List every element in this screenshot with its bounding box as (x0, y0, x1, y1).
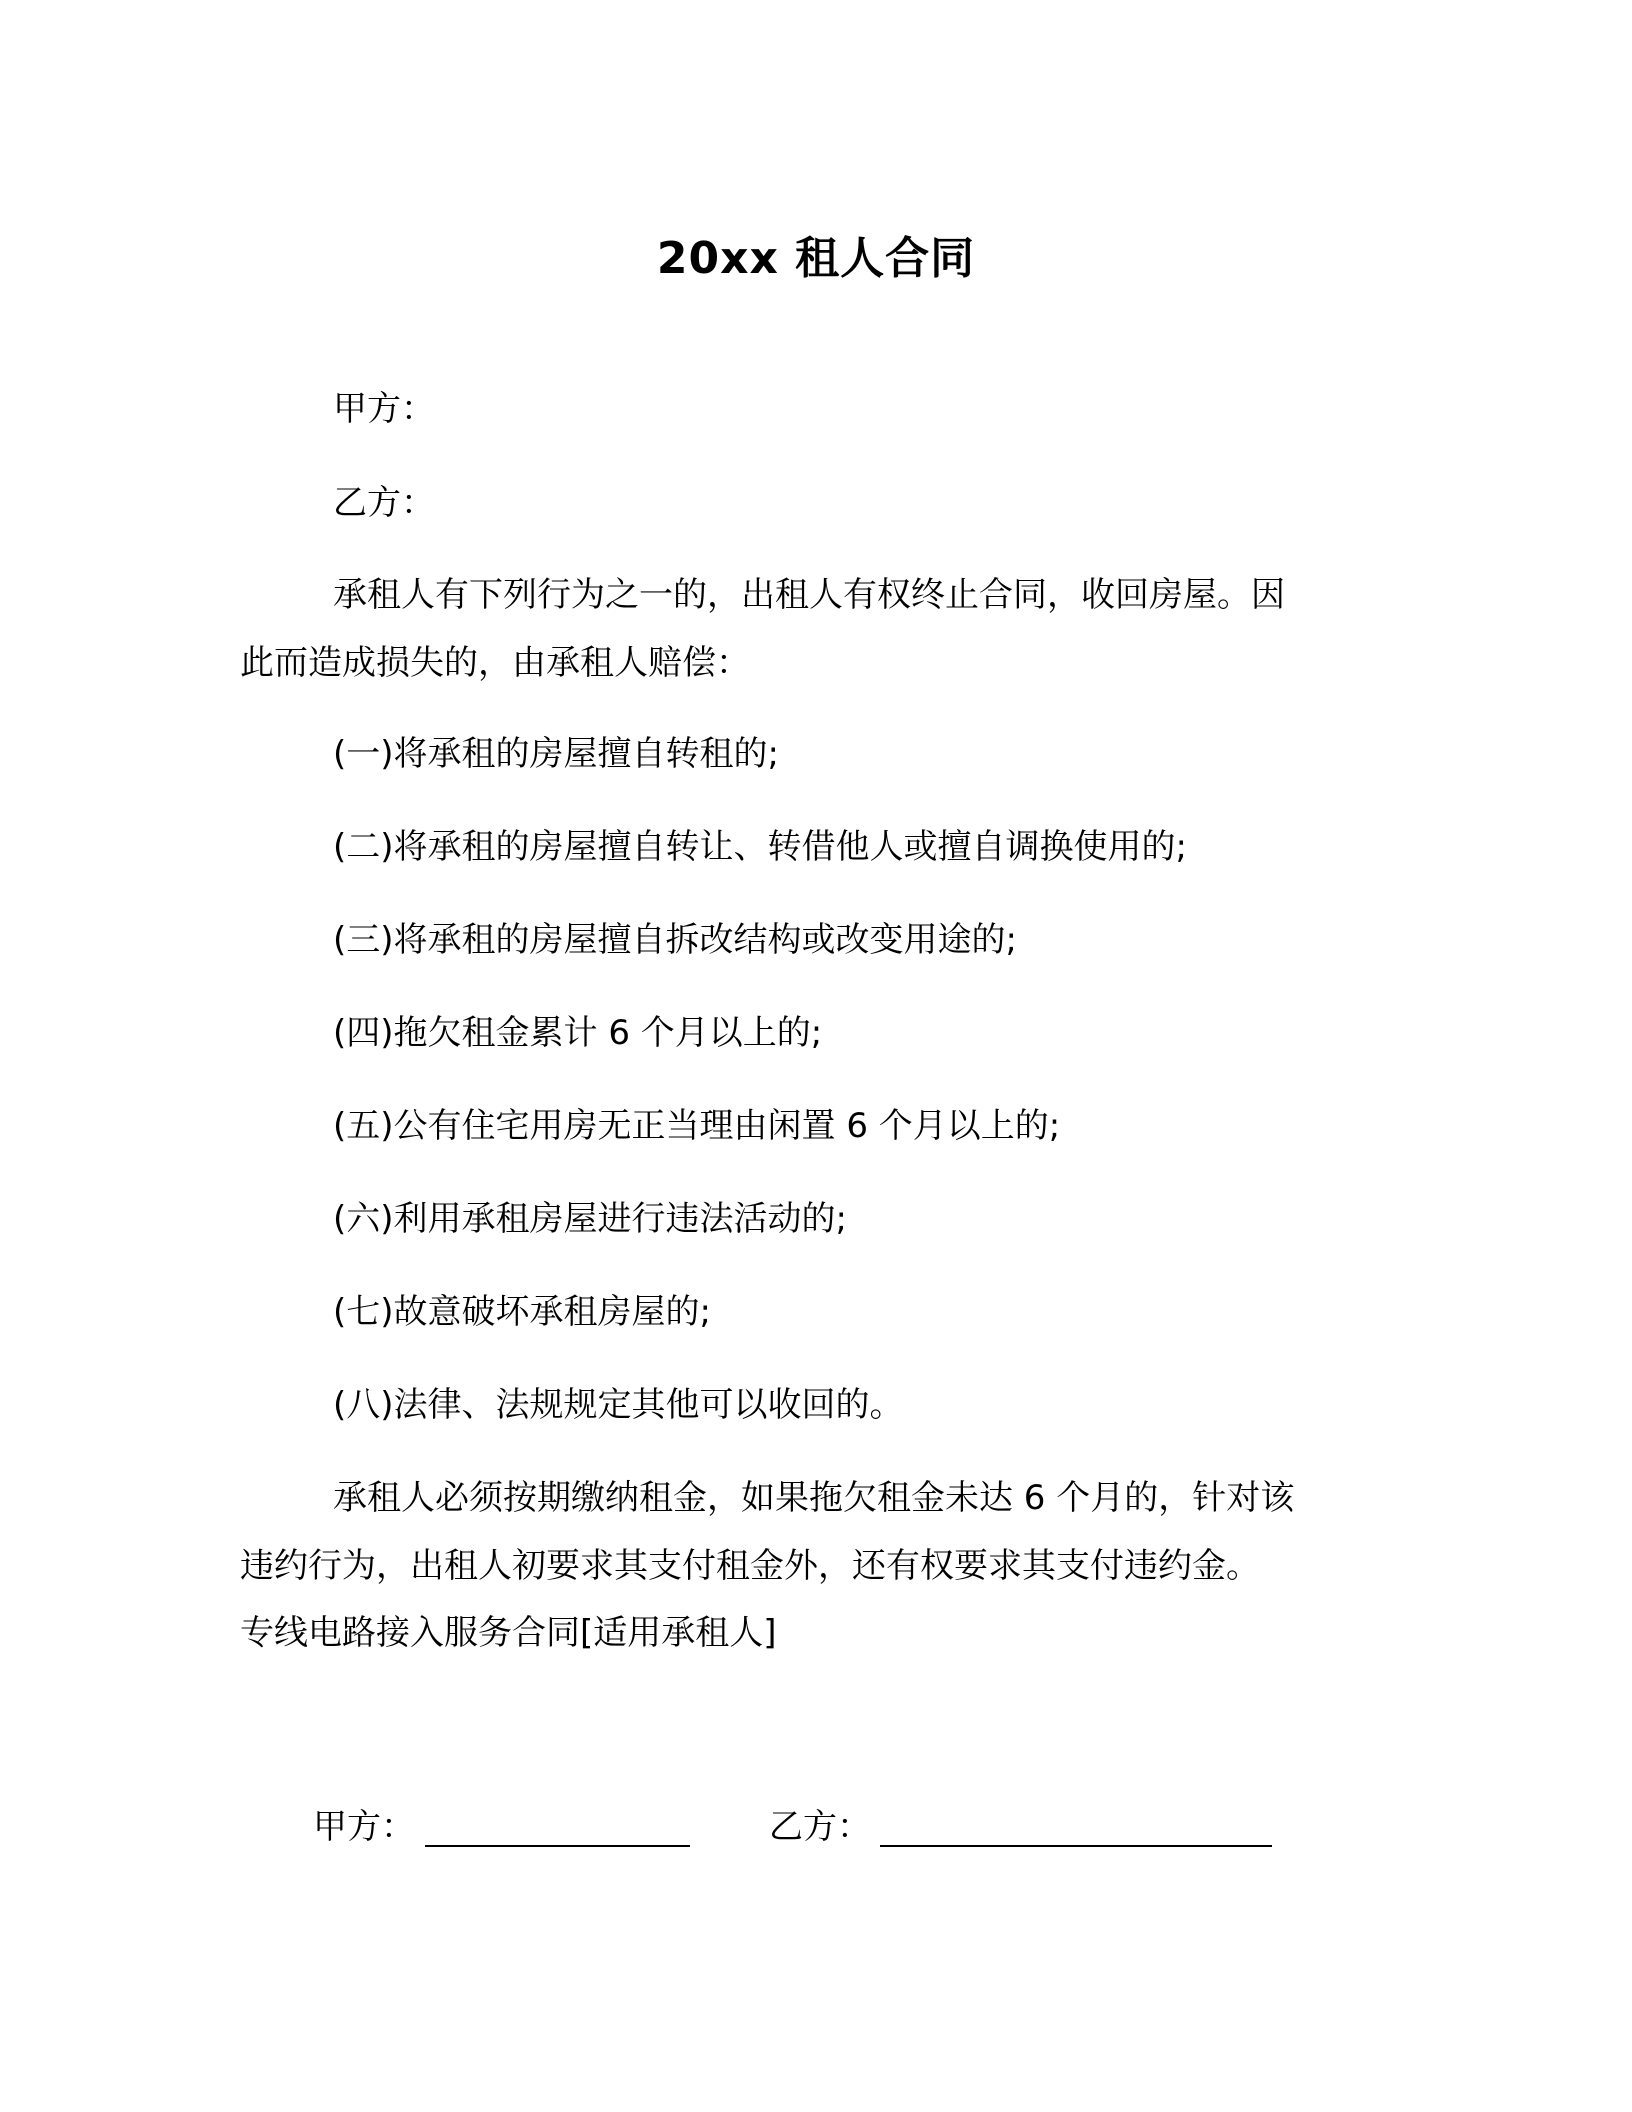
clause-item-2: (二)将承租的房屋擅自转让、转借他人或擅自调换使用的; (333, 827, 1187, 867)
clause-item-4: (四)拖欠租金累计 6 个月以上的; (333, 1013, 823, 1053)
intro-paragraph-line-2: 此而造成损失的，由承租人赔偿： (240, 643, 750, 683)
signature-party-a-line[interactable] (425, 1845, 690, 1847)
rent-paragraph-line-2: 违约行为，出租人初要求其支付租金外，还有权要求其支付违约金。 (240, 1546, 1260, 1586)
rent-paragraph-line-3: 专线电路接入服务合同[适用承租人] (240, 1613, 777, 1653)
rent-paragraph-line-1: 承租人必须按期缴纳租金，如果拖欠租金未达 6 个月的，针对该 (333, 1478, 1295, 1518)
clause-item-1: (一)将承租的房屋擅自转租的; (333, 734, 779, 774)
clause-item-8: (八)法律、法规规定其他可以收回的。 (333, 1385, 904, 1425)
document-title: 20xx 租人合同 (656, 233, 976, 284)
intro-paragraph-line-1: 承租人有下列行为之一的，出租人有权终止合同，收回房屋。因 (333, 575, 1285, 615)
clause-item-3: (三)将承租的房屋擅自拆改结构或改变用途的; (333, 920, 1017, 960)
clause-item-7: (七)故意破坏承租房屋的; (333, 1292, 711, 1332)
signature-party-b-label: 乙方： (769, 1807, 871, 1847)
signature-party-a-label: 甲方： (313, 1807, 415, 1847)
party-a-line: 甲方： (333, 389, 435, 429)
clause-item-5: (五)公有住宅用房无正当理由闲置 6 个月以上的; (333, 1106, 1061, 1146)
signature-party-b-line[interactable] (880, 1845, 1272, 1847)
party-b-line: 乙方： (333, 483, 435, 523)
clause-item-6: (六)利用承租房屋进行违法活动的; (333, 1199, 847, 1239)
